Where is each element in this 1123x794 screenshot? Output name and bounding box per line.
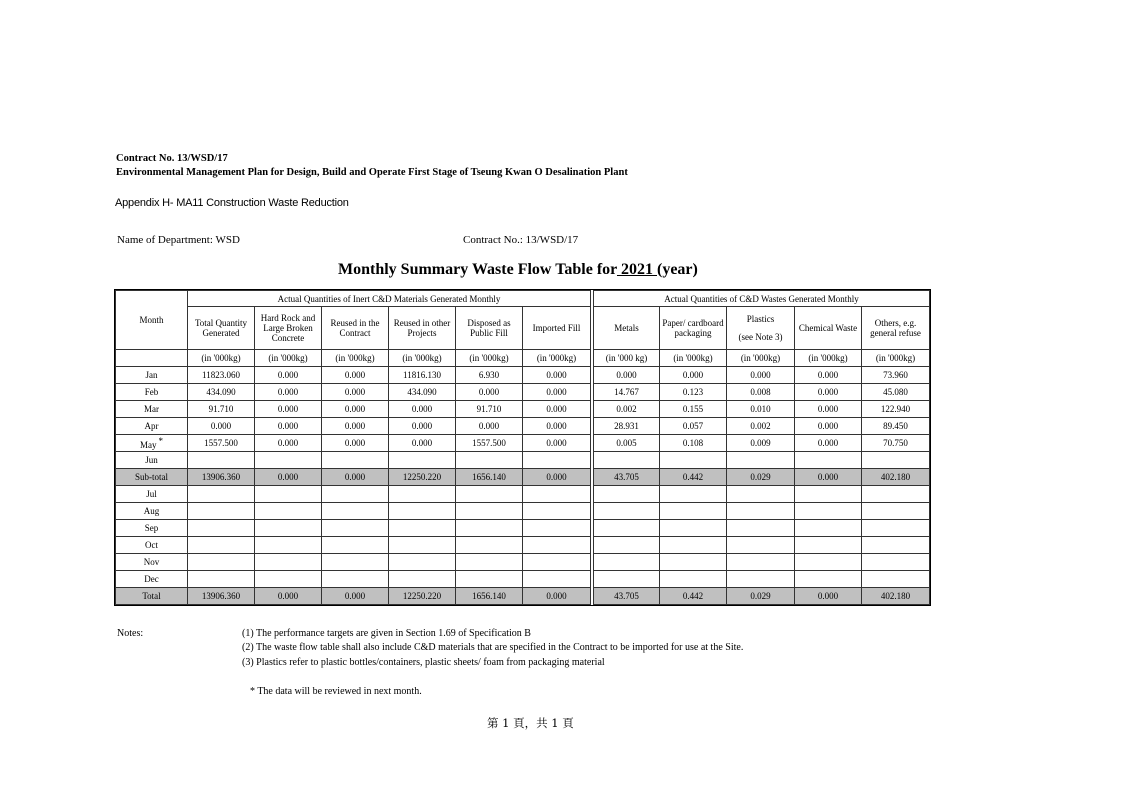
value-cell: 0.009 bbox=[727, 435, 795, 452]
value-cell bbox=[523, 503, 591, 520]
value-cell bbox=[660, 537, 727, 554]
unit-cell: (in '000 kg) bbox=[594, 350, 660, 367]
col-imported-fill: Imported Fill bbox=[523, 307, 591, 350]
value-cell bbox=[322, 520, 389, 537]
value-cell: 0.029 bbox=[727, 469, 795, 486]
unit-cell: (in '000kg) bbox=[660, 350, 727, 367]
unit-cell: (in '000kg) bbox=[523, 350, 591, 367]
value-cell: 73.960 bbox=[862, 367, 930, 384]
value-cell: 70.750 bbox=[862, 435, 930, 452]
value-cell: 0.000 bbox=[523, 401, 591, 418]
value-cell bbox=[727, 452, 795, 469]
value-cell: 0.000 bbox=[322, 418, 389, 435]
value-cell bbox=[727, 537, 795, 554]
value-cell: 0.000 bbox=[594, 367, 660, 384]
value-cell bbox=[660, 452, 727, 469]
value-cell: 0.000 bbox=[389, 401, 456, 418]
page-number: 第 1 頁，共 1 頁 bbox=[487, 716, 574, 730]
table-row bbox=[116, 554, 930, 571]
cd-waste-group-header: Actual Quantities of C&D Wastes Generated Monthly bbox=[594, 291, 930, 307]
title-year: 2021 bbox=[616, 261, 657, 278]
value-cell: 0.000 bbox=[523, 418, 591, 435]
value-cell bbox=[795, 452, 862, 469]
value-cell bbox=[594, 537, 660, 554]
value-cell bbox=[389, 452, 456, 469]
value-cell: 0.000 bbox=[795, 384, 862, 401]
month-cell bbox=[116, 571, 188, 588]
value-cell: 28.931 bbox=[594, 418, 660, 435]
value-cell: 0.000 bbox=[322, 401, 389, 418]
value-cell: 434.090 bbox=[188, 384, 255, 401]
col-reused-contract: Reused in the Contract bbox=[322, 307, 389, 350]
value-cell bbox=[594, 486, 660, 503]
month-label: Oct bbox=[145, 540, 158, 550]
value-cell: 0.005 bbox=[594, 435, 660, 452]
col-total-quantity: Total Quantity Generated bbox=[188, 307, 255, 350]
value-cell bbox=[594, 503, 660, 520]
value-cell bbox=[456, 520, 523, 537]
value-cell: 11816.130 bbox=[389, 367, 456, 384]
value-cell bbox=[523, 486, 591, 503]
value-cell bbox=[456, 537, 523, 554]
value-cell bbox=[188, 571, 255, 588]
value-cell: 0.000 bbox=[795, 435, 862, 452]
value-cell: 0.000 bbox=[795, 588, 862, 605]
note-3: (3) Plastics refer to plastic bottles/containers, plastic sheets/ foam from packaging material bbox=[242, 657, 605, 668]
units-row bbox=[116, 350, 930, 367]
value-cell bbox=[255, 452, 322, 469]
plan-title-line: Environmental Management Plan for Design, Build and Operate First Stage of Tseung Kwan O Desalination Plant bbox=[116, 167, 628, 178]
month-label: Apr bbox=[144, 421, 159, 431]
contract-number: Contract No.: 13/WSD/17 bbox=[463, 234, 579, 246]
value-cell bbox=[523, 571, 591, 588]
summary-row bbox=[116, 469, 930, 486]
value-cell bbox=[660, 486, 727, 503]
value-cell: 13906.360 bbox=[188, 588, 255, 605]
notes-label: Notes: bbox=[117, 628, 144, 639]
value-cell bbox=[188, 554, 255, 571]
value-cell bbox=[456, 503, 523, 520]
value-cell: 0.000 bbox=[322, 435, 389, 452]
value-cell: 0.123 bbox=[660, 384, 727, 401]
table-row bbox=[116, 401, 930, 418]
value-cell bbox=[389, 503, 456, 520]
review-asterisk: * bbox=[158, 436, 163, 446]
contract-line: Contract No. 13/WSD/17 bbox=[116, 153, 228, 164]
month-cell bbox=[116, 537, 188, 554]
col-public-fill: Disposed as Public Fill bbox=[456, 307, 523, 350]
month-label: Sub-total bbox=[135, 472, 168, 482]
value-cell: 11823.060 bbox=[188, 367, 255, 384]
value-cell bbox=[795, 520, 862, 537]
waste-flow-table-frame bbox=[114, 289, 931, 606]
group-header-row bbox=[116, 291, 930, 307]
value-cell: 0.000 bbox=[523, 384, 591, 401]
summary-row bbox=[116, 588, 930, 605]
month-header: Month bbox=[116, 291, 188, 350]
value-cell: 1656.140 bbox=[456, 588, 523, 605]
month-cell bbox=[116, 520, 188, 537]
value-cell bbox=[188, 503, 255, 520]
col-plastics-label: Plastics bbox=[746, 314, 775, 324]
value-cell bbox=[795, 486, 862, 503]
value-cell: 0.000 bbox=[660, 367, 727, 384]
value-cell: 13906.360 bbox=[188, 469, 255, 486]
value-cell: 12250.220 bbox=[389, 588, 456, 605]
value-cell: 0.010 bbox=[727, 401, 795, 418]
value-cell: 0.155 bbox=[660, 401, 727, 418]
col-plastics-note: (see Note 3) bbox=[738, 332, 783, 342]
value-cell: 0.000 bbox=[523, 367, 591, 384]
unit-cell: (in '000kg) bbox=[795, 350, 862, 367]
value-cell: 402.180 bbox=[862, 588, 930, 605]
value-cell: 91.710 bbox=[188, 401, 255, 418]
table-row bbox=[116, 571, 930, 588]
value-cell bbox=[594, 520, 660, 537]
value-cell: 0.000 bbox=[255, 435, 322, 452]
value-cell: 0.057 bbox=[660, 418, 727, 435]
table-row bbox=[116, 520, 930, 537]
value-cell: 0.000 bbox=[523, 469, 591, 486]
value-cell bbox=[523, 554, 591, 571]
value-cell bbox=[188, 486, 255, 503]
value-cell: 0.000 bbox=[255, 588, 322, 605]
value-cell: 0.000 bbox=[795, 367, 862, 384]
value-cell bbox=[862, 571, 930, 588]
unit-cell: (in '000kg) bbox=[727, 350, 795, 367]
month-label: Total bbox=[142, 591, 161, 601]
month-label: Sep bbox=[144, 523, 159, 533]
value-cell bbox=[862, 486, 930, 503]
col-metals: Metals bbox=[594, 307, 660, 350]
value-cell: 0.000 bbox=[322, 367, 389, 384]
appendix-heading: Appendix H- MA11 Construction Waste Reduction bbox=[115, 197, 349, 209]
data-review-footnote: * The data will be reviewed in next month. bbox=[250, 686, 422, 697]
value-cell bbox=[255, 520, 322, 537]
title-suffix: (year) bbox=[656, 261, 698, 278]
waste-flow-table bbox=[115, 290, 930, 605]
table-row bbox=[116, 486, 930, 503]
value-cell bbox=[389, 486, 456, 503]
value-cell bbox=[389, 537, 456, 554]
value-cell: 0.002 bbox=[594, 401, 660, 418]
value-cell: 0.442 bbox=[660, 469, 727, 486]
title-prefix: Monthly Summary Waste Flow Table for bbox=[338, 261, 617, 278]
month-cell bbox=[116, 418, 188, 435]
value-cell: 0.000 bbox=[322, 469, 389, 486]
value-cell: 0.000 bbox=[255, 469, 322, 486]
month-label: Jan bbox=[145, 370, 158, 380]
value-cell bbox=[322, 537, 389, 554]
value-cell: 43.705 bbox=[594, 588, 660, 605]
value-cell bbox=[523, 452, 591, 469]
value-cell bbox=[188, 520, 255, 537]
month-label: Feb bbox=[144, 387, 159, 397]
value-cell: 0.029 bbox=[727, 588, 795, 605]
table-row bbox=[116, 418, 930, 435]
value-cell bbox=[594, 571, 660, 588]
table-row bbox=[116, 537, 930, 554]
value-cell bbox=[255, 537, 322, 554]
value-cell: 89.450 bbox=[862, 418, 930, 435]
table-row bbox=[116, 452, 930, 469]
unit-cell: (in '000kg) bbox=[456, 350, 523, 367]
value-cell: 43.705 bbox=[594, 469, 660, 486]
units-month-cell bbox=[116, 350, 188, 367]
col-plastics bbox=[727, 307, 795, 350]
value-cell: 0.008 bbox=[727, 384, 795, 401]
month-label: Dec bbox=[144, 574, 159, 584]
value-cell bbox=[660, 554, 727, 571]
value-cell bbox=[862, 452, 930, 469]
month-label: Aug bbox=[143, 506, 160, 516]
value-cell bbox=[322, 554, 389, 571]
value-cell bbox=[795, 571, 862, 588]
value-cell: 0.000 bbox=[322, 588, 389, 605]
value-cell bbox=[322, 486, 389, 503]
value-cell bbox=[862, 554, 930, 571]
month-label: Nov bbox=[143, 557, 160, 567]
col-others: Others, e.g. general refuse bbox=[862, 307, 930, 350]
month-label: May bbox=[140, 440, 157, 450]
month-cell bbox=[116, 384, 188, 401]
value-cell bbox=[322, 503, 389, 520]
value-cell: 12250.220 bbox=[389, 469, 456, 486]
column-header-row bbox=[116, 307, 930, 350]
col-paper: Paper/ cardboard packaging bbox=[660, 307, 727, 350]
value-cell bbox=[727, 520, 795, 537]
value-cell: 0.000 bbox=[255, 401, 322, 418]
unit-cell: (in '000kg) bbox=[389, 350, 456, 367]
value-cell: 0.000 bbox=[389, 418, 456, 435]
value-cell: 0.002 bbox=[727, 418, 795, 435]
month-label: Mar bbox=[144, 404, 159, 414]
unit-cell: (in '000kg) bbox=[188, 350, 255, 367]
value-cell: 0.000 bbox=[523, 588, 591, 605]
value-cell bbox=[322, 571, 389, 588]
value-cell: 0.000 bbox=[795, 469, 862, 486]
department-name: Name of Department: WSD bbox=[117, 234, 240, 246]
value-cell bbox=[862, 503, 930, 520]
col-chemical: Chemical Waste bbox=[795, 307, 862, 350]
value-cell: 6.930 bbox=[456, 367, 523, 384]
value-cell: 0.108 bbox=[660, 435, 727, 452]
month-cell bbox=[116, 554, 188, 571]
value-cell: 122.940 bbox=[862, 401, 930, 418]
value-cell: 0.000 bbox=[255, 418, 322, 435]
value-cell bbox=[255, 554, 322, 571]
month-cell bbox=[116, 503, 188, 520]
value-cell bbox=[456, 452, 523, 469]
month-cell bbox=[116, 435, 188, 452]
value-cell bbox=[456, 486, 523, 503]
value-cell bbox=[795, 503, 862, 520]
value-cell bbox=[255, 571, 322, 588]
value-cell: 0.000 bbox=[795, 418, 862, 435]
unit-cell: (in '000kg) bbox=[322, 350, 389, 367]
table-row bbox=[116, 367, 930, 384]
value-cell bbox=[255, 486, 322, 503]
value-cell: 0.000 bbox=[523, 435, 591, 452]
value-cell bbox=[322, 452, 389, 469]
value-cell bbox=[456, 571, 523, 588]
month-cell bbox=[116, 469, 188, 486]
value-cell bbox=[795, 554, 862, 571]
month-label: Jun bbox=[145, 455, 158, 465]
unit-cell: (in '000kg) bbox=[862, 350, 930, 367]
unit-cell: (in '000kg) bbox=[255, 350, 322, 367]
value-cell bbox=[523, 520, 591, 537]
value-cell: 0.000 bbox=[727, 367, 795, 384]
table-row bbox=[116, 384, 930, 401]
month-cell bbox=[116, 401, 188, 418]
value-cell bbox=[188, 452, 255, 469]
col-hard-rock: Hard Rock and Large Broken Concrete bbox=[255, 307, 322, 350]
value-cell: 0.000 bbox=[322, 384, 389, 401]
value-cell bbox=[862, 520, 930, 537]
value-cell: 1557.500 bbox=[188, 435, 255, 452]
month-cell bbox=[116, 486, 188, 503]
value-cell bbox=[660, 571, 727, 588]
inert-group-header: Actual Quantities of Inert C&D Materials Generated Monthly bbox=[188, 291, 591, 307]
value-cell bbox=[727, 503, 795, 520]
value-cell: 402.180 bbox=[862, 469, 930, 486]
value-cell bbox=[862, 537, 930, 554]
value-cell bbox=[389, 571, 456, 588]
value-cell bbox=[389, 520, 456, 537]
value-cell: 434.090 bbox=[389, 384, 456, 401]
value-cell bbox=[727, 554, 795, 571]
value-cell bbox=[188, 537, 255, 554]
value-cell bbox=[389, 554, 456, 571]
table-row bbox=[116, 435, 930, 452]
value-cell: 0.442 bbox=[660, 588, 727, 605]
value-cell: 0.000 bbox=[456, 384, 523, 401]
value-cell: 0.000 bbox=[188, 418, 255, 435]
value-cell bbox=[523, 537, 591, 554]
value-cell: 0.000 bbox=[255, 384, 322, 401]
month-cell bbox=[116, 452, 188, 469]
value-cell: 0.000 bbox=[456, 418, 523, 435]
value-cell bbox=[456, 554, 523, 571]
value-cell bbox=[660, 520, 727, 537]
value-cell bbox=[594, 452, 660, 469]
value-cell bbox=[727, 571, 795, 588]
value-cell: 14.767 bbox=[594, 384, 660, 401]
note-1: (1) The performance targets are given in Section 1.69 of Specification B bbox=[242, 628, 531, 639]
value-cell bbox=[795, 537, 862, 554]
value-cell: 0.000 bbox=[795, 401, 862, 418]
value-cell: 0.000 bbox=[389, 435, 456, 452]
month-label: Jul bbox=[146, 489, 157, 499]
table-title bbox=[338, 261, 698, 279]
value-cell bbox=[594, 554, 660, 571]
value-cell bbox=[727, 486, 795, 503]
value-cell: 91.710 bbox=[456, 401, 523, 418]
value-cell: 1557.500 bbox=[456, 435, 523, 452]
col-reused-other: Reused in other Projects bbox=[389, 307, 456, 350]
note-2: (2) The waste flow table shall also include C&D materials that are specified in the Contract to be imported for use at the Site. bbox=[242, 642, 744, 653]
month-cell bbox=[116, 367, 188, 384]
value-cell: 1656.140 bbox=[456, 469, 523, 486]
value-cell bbox=[660, 503, 727, 520]
value-cell: 0.000 bbox=[255, 367, 322, 384]
value-cell bbox=[255, 503, 322, 520]
value-cell: 45.080 bbox=[862, 384, 930, 401]
table-row bbox=[116, 503, 930, 520]
month-cell bbox=[116, 588, 188, 605]
